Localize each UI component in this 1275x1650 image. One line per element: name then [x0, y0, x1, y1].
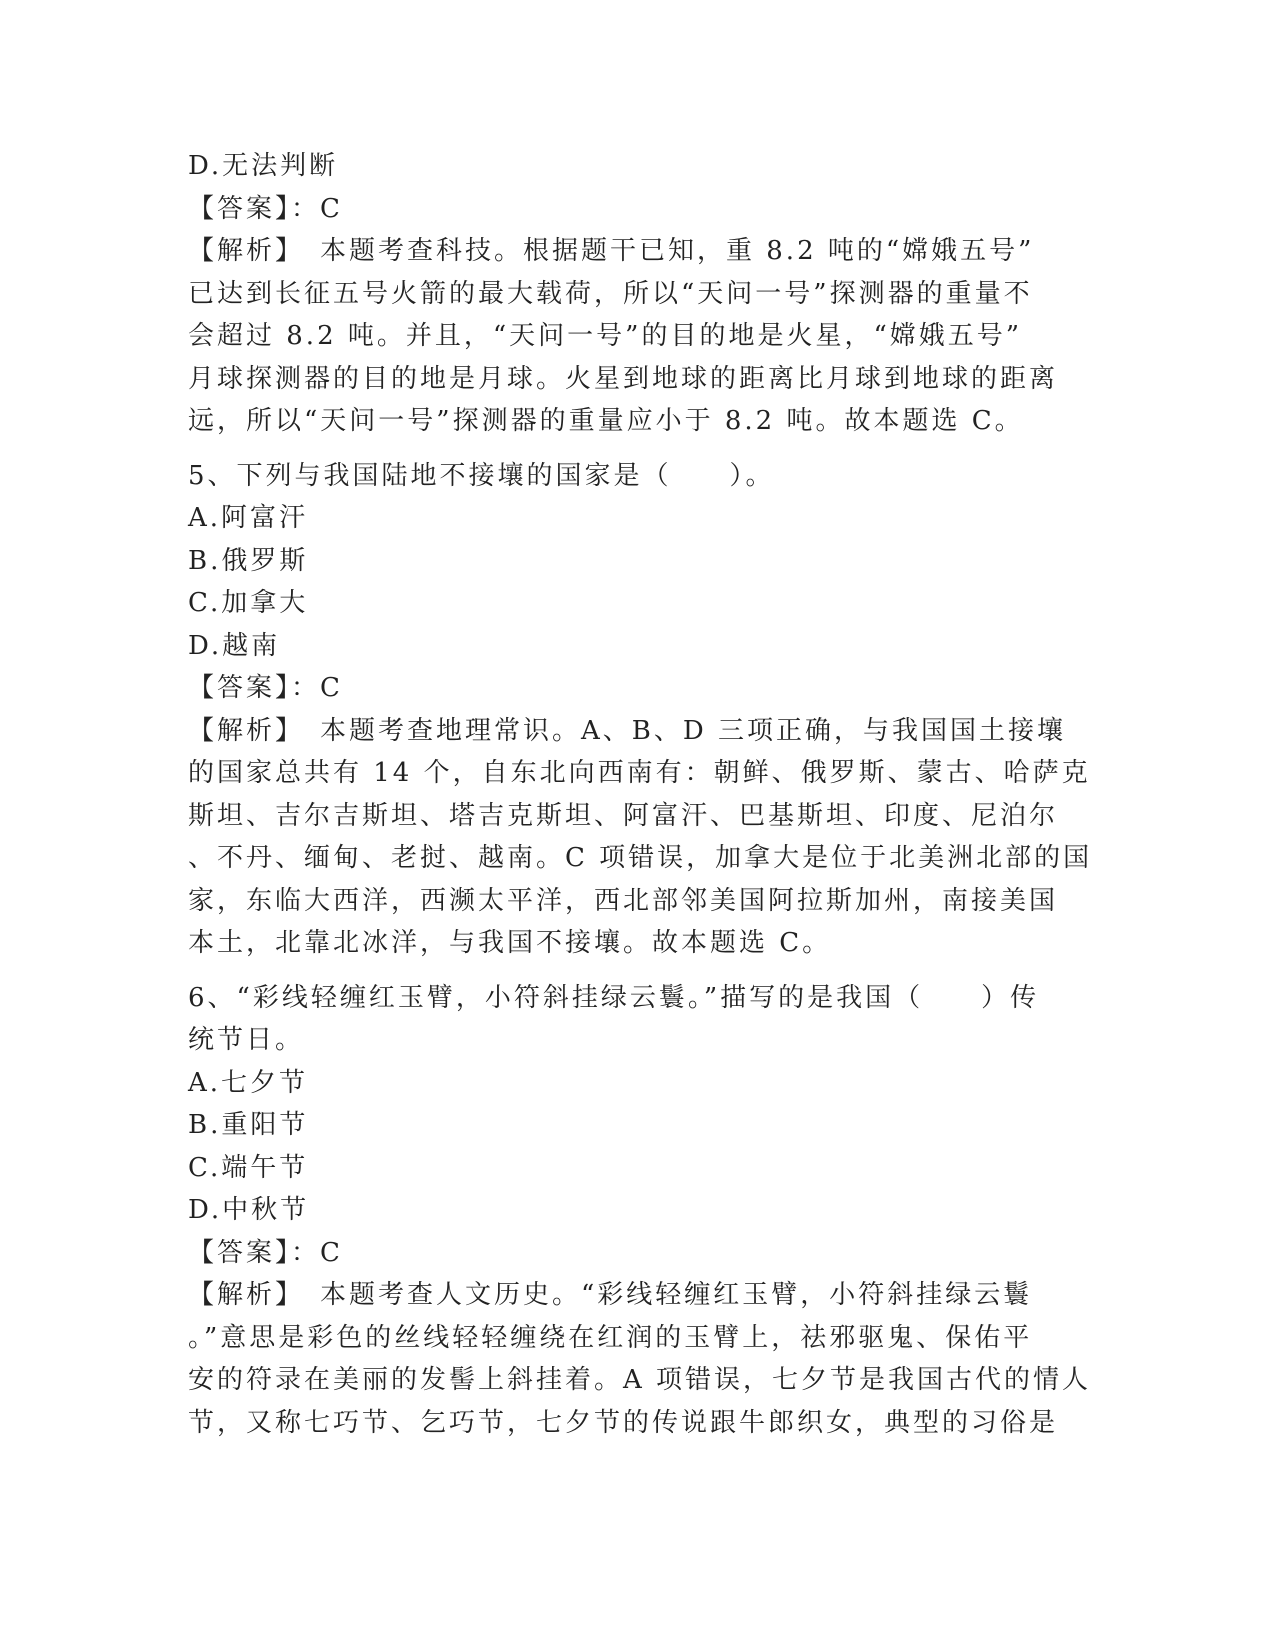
answer-line: 【答案】：C — [188, 193, 343, 224]
answer-line: 【答案】：C — [188, 673, 343, 703]
analysis — [188, 710, 1093, 965]
analysis-line: 家，东临大西洋，西濒太平洋，西北部邻美国阿拉斯加州，南接美国 — [188, 885, 1059, 916]
analysis-line: 【解析】 本题考查科技。根据题干已知，重 8.2 吨的“嫦娥五号” — [188, 236, 1035, 266]
analysis-line: 斯坦、吉尔吉斯坦、塔吉克斯坦、阿富汗、巴基斯坦、印度、尼泊尔 — [188, 800, 1059, 831]
question-text: 5、下列与我国陆地不接壤的国家是（ ）。 — [188, 460, 775, 491]
document-content — [188, 145, 1093, 1444]
question-5 — [188, 455, 1093, 965]
option-b: B.俄罗斯 — [188, 545, 309, 576]
analysis-line: 本土，北靠北冰洋，与我国不接壤。故本题选 C。 — [188, 928, 832, 958]
option-d: D.越南 — [188, 630, 281, 661]
question-4-tail — [188, 145, 1068, 443]
option-a: A.阿富汗 — [188, 503, 309, 533]
analysis-line: 月球探测器的目的地是月球。火星到地球的距离比月球到地球的距离 — [188, 363, 1059, 394]
option-c: C.加拿大 — [188, 588, 309, 618]
answer-line: 【答案】：C — [188, 1237, 343, 1268]
analysis-line: 安的符录在美丽的发髻上斜挂着。A 项错误，七夕节是我国古代的情人 — [188, 1365, 1092, 1395]
analysis-line: 会超过 8.2 吨。并且，“天问一号”的目的地是火星，“嫦娥五号” — [188, 321, 1023, 351]
option-d: D.中秋节 — [188, 1195, 310, 1225]
analysis-line: 已达到长征五号火箭的最大载荷，所以“天问一号”探测器的重量不 — [188, 278, 1033, 309]
analysis-line: 节，又称七巧节、乞巧节，七夕节的传说跟牛郎织女，典型的习俗是 — [188, 1407, 1059, 1438]
analysis-line: 的国家总共有 14 个，自东北向西南有：朝鲜、俄罗斯、蒙古、哈萨克 — [188, 758, 1091, 788]
analysis — [188, 230, 1068, 443]
question-text: 6、“彩线轻缠红玉臂，小符斜挂绿云鬟。”描写的是我国（ ）传 — [188, 982, 1040, 1013]
option-c: C.端午节 — [188, 1152, 309, 1183]
analysis-line: 。”意思是彩色的丝线轻轻缠绕在红润的玉臂上，祛邪驱鬼、保佑平 — [188, 1322, 1033, 1353]
option-b: B.重阳节 — [188, 1110, 309, 1140]
option-a: A.七夕节 — [188, 1067, 309, 1098]
analysis-line: 【解析】 本题考查人文历史。“彩线轻缠红玉臂，小符斜挂绿云鬟 — [188, 1280, 1033, 1310]
analysis-line: 远，所以“天问一号”探测器的重量应小于 8.2 吨。故本题选 C。 — [188, 406, 1024, 436]
question-text: 统节日。 — [188, 1025, 305, 1055]
analysis — [188, 1274, 1092, 1444]
analysis-line: 、不丹、缅甸、老挝、越南。C 项错误，加拿大是位于北美洲北部的国 — [188, 843, 1093, 873]
analysis-line: 【解析】 本题考查地理常识。A、B、D 三项正确，与我国国土接壤 — [188, 715, 1066, 746]
question-6 — [188, 977, 1092, 1445]
option-d: D.无法判断 — [188, 151, 339, 181]
